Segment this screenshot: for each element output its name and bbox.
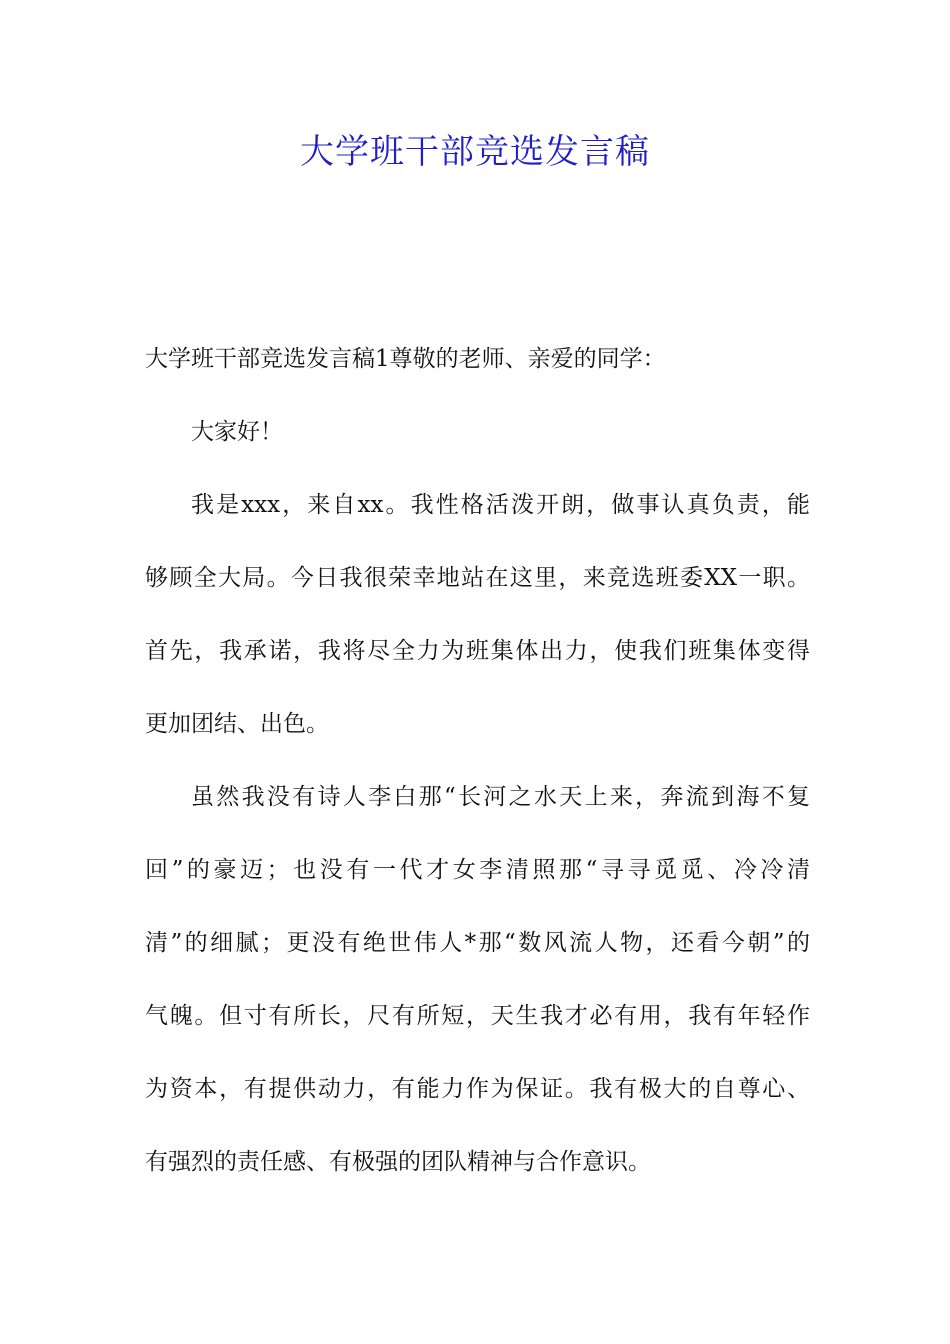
- body-line: 够顾全大局。今日我很荣幸地站在这里，来竞选班委XX一职。: [145, 565, 810, 591]
- body-line: 有强烈的责任感、有极强的团队精神与合作意识。: [145, 1149, 651, 1175]
- body-line: 更加团结、出色。: [145, 711, 329, 737]
- body-line-greeting: 大家好！: [191, 419, 283, 445]
- body-line: 清”的细腻；更没有绝世伟人*那“数风流人物，还看今朝”的: [145, 930, 810, 956]
- body-line-salutation: 大学班干部竞选发言稿1尊敬的老师、亲爱的同学：: [145, 346, 666, 372]
- body-line: 回”的豪迈；也没有一代才女李清照那“寻寻觅觅、冷冷清: [145, 857, 810, 883]
- body-line: 我是xxx，来自xx。我性格活泼开朗，做事认真负责，能: [191, 492, 810, 518]
- document-title: 大学班干部竞选发言稿: [300, 132, 650, 172]
- document-body: [145, 335, 810, 1211]
- body-line: 为资本，有提供动力，有能力作为保证。我有极大的自尊心、: [145, 1076, 810, 1102]
- body-line: 虽然我没有诗人李白那“长河之水天上来，奔流到海不复: [191, 784, 810, 810]
- body-line: 首先，我承诺，我将尽全力为班集体出力，使我们班集体变得: [145, 638, 810, 664]
- body-line: 气魄。但寸有所长，尺有所短，天生我才必有用，我有年轻作: [145, 1003, 810, 1029]
